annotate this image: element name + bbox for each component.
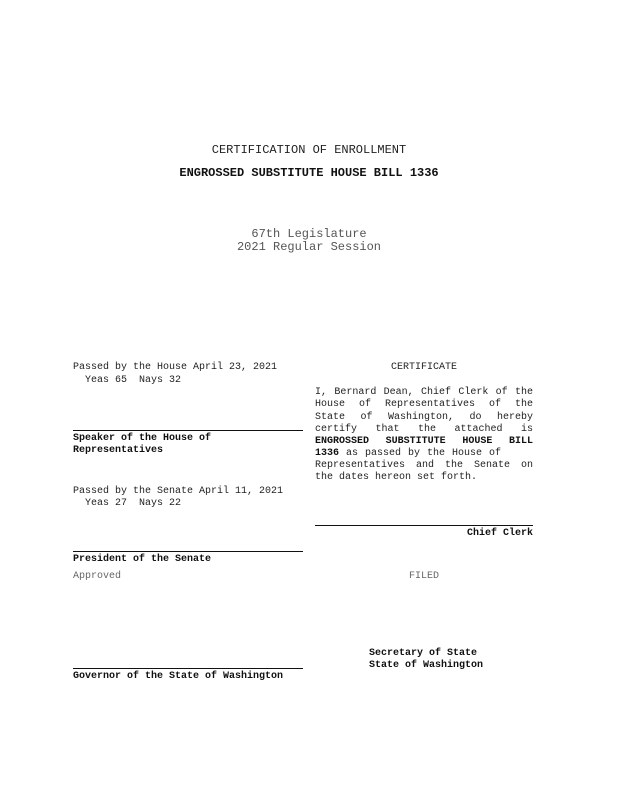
certification-title: CERTIFICATION OF ENROLLMENT [211, 143, 407, 157]
governor-label: Governor of the State of Washington [73, 671, 284, 682]
certificate-line-8: the dates hereon set forth. [315, 472, 478, 483]
chief-clerk-signature-line [315, 525, 533, 526]
chief-clerk-label: Chief Clerk [466, 528, 533, 539]
certificate-bill-line: ENGROSSED SUBSTITUTE HOUSE BILL [315, 436, 533, 447]
senate-passed: Passed by the Senate April 11, 2021 [73, 486, 284, 497]
speaker-signature-line [73, 430, 303, 431]
legislature: 67th Legislature [251, 227, 367, 241]
house-votes: Yeas 65 Nays 32 [73, 375, 182, 386]
session: 2021 Regular Session [236, 240, 382, 254]
speaker-label-2: Representatives [73, 445, 164, 456]
certificate-line-4: certify that the attached is [315, 424, 533, 435]
secretary-label-2: State of Washington [369, 660, 484, 671]
bill-number: 1336 [315, 448, 340, 459]
house-passed: Passed by the House April 23, 2021 [73, 362, 278, 373]
speaker-label-1: Speaker of the House of [73, 433, 212, 444]
certificate-heading: CERTIFICATE [390, 362, 457, 373]
president-label: President of the Senate [73, 554, 212, 565]
governor-signature-line [73, 668, 303, 669]
certificate-line-1: I, Bernard Dean, Chief Clerk of the [315, 387, 533, 398]
bill-title: ENGROSSED SUBSTITUTE HOUSE BILL 1336 [179, 166, 439, 180]
approved-label: Approved [73, 571, 122, 582]
certificate-line-3: State of Washington, do hereby [315, 412, 533, 423]
certificate-line-6-rest: as passed by the House of [339, 448, 502, 459]
secretary-label-1: Secretary of State [369, 648, 478, 659]
senate-votes: Yeas 27 Nays 22 [73, 498, 182, 509]
filed-label: FILED [408, 571, 439, 582]
certificate-line-7: Representatives and the Senate on [315, 460, 533, 471]
president-signature-line [73, 551, 303, 552]
certificate-line-6 [315, 448, 533, 460]
certificate-line-2: House of Representatives of the [315, 399, 533, 410]
